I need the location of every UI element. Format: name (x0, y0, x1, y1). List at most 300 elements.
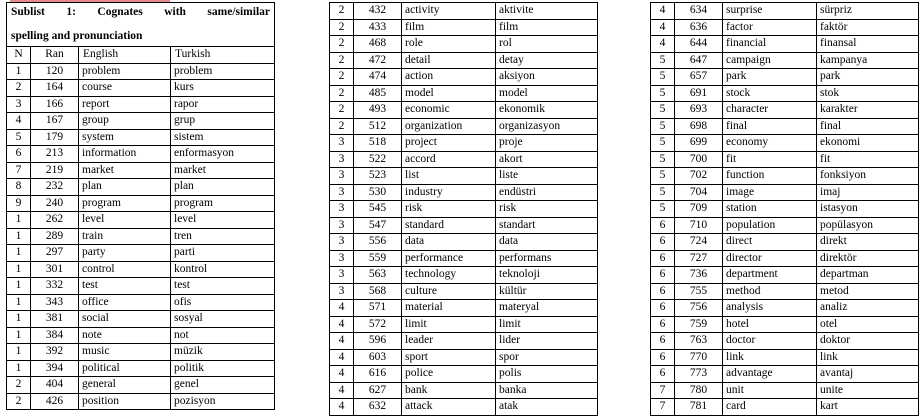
table-row (330, 85, 598, 102)
cell-turkish: endüstri (496, 184, 598, 201)
table-row (7, 294, 275, 311)
cell-n: 7 (651, 399, 675, 416)
cell-english: advantage (723, 366, 817, 383)
cell-english: activity (402, 3, 496, 20)
cell-english: list (402, 168, 496, 185)
cell-rank: 693 (675, 102, 723, 119)
cell-english: leader (402, 333, 496, 350)
cell-english: party (79, 245, 171, 262)
cell-turkish: materyal (496, 300, 598, 317)
cell-turkish: fonksiyon (817, 168, 919, 185)
table-row (7, 162, 275, 179)
cell-rank: 167 (31, 113, 79, 130)
cell-rank: 773 (675, 366, 723, 383)
table-row (7, 311, 275, 328)
table-caption (7, 3, 275, 47)
cell-turkish: finansal (817, 36, 919, 53)
cell-english: train (79, 228, 171, 245)
cell-n: 1 (7, 327, 31, 344)
table-col2 (329, 2, 598, 416)
cell-turkish: lider (496, 333, 598, 350)
cell-n: 1 (7, 311, 31, 328)
cell-rank: 596 (354, 333, 402, 350)
cell-turkish: sürpriz (817, 3, 919, 20)
cell-n: 3 (330, 201, 354, 218)
cell-n: 2 (7, 377, 31, 394)
cell-n: 5 (651, 135, 675, 152)
cell-n: 9 (7, 195, 31, 212)
table-row (330, 201, 598, 218)
cell-turkish: aktivite (496, 3, 598, 20)
cell-turkish: aksiyon (496, 69, 598, 86)
cell-n: 2 (7, 80, 31, 97)
table-row (7, 245, 275, 262)
cell-rank: 572 (354, 316, 402, 333)
cell-turkish: problem (171, 63, 275, 80)
cell-n: 1 (7, 212, 31, 229)
cell-english: park (723, 69, 817, 86)
cell-english: level (79, 212, 171, 229)
cell-n: 3 (330, 234, 354, 251)
table-row (651, 184, 919, 201)
cell-english: music (79, 344, 171, 361)
cell-rank: 392 (31, 344, 79, 361)
cell-turkish: stok (817, 85, 919, 102)
cell-english: surprise (723, 3, 817, 20)
cell-n: 6 (651, 250, 675, 267)
table-row (7, 377, 275, 394)
cell-n: 2 (330, 36, 354, 53)
table-row (330, 151, 598, 168)
table-row (330, 366, 598, 383)
cell-n: 6 (651, 333, 675, 350)
table-row (7, 179, 275, 196)
cell-n: 4 (651, 3, 675, 20)
cell-turkish: risk (496, 201, 598, 218)
cell-english: police (402, 366, 496, 383)
cell-rank: 700 (675, 151, 723, 168)
cell-english: program (79, 195, 171, 212)
cell-turkish: proje (496, 135, 598, 152)
cell-turkish: ekonomi (817, 135, 919, 152)
table-row (7, 96, 275, 113)
cell-english: project (402, 135, 496, 152)
cell-n: 2 (330, 102, 354, 119)
cell-n: 1 (7, 228, 31, 245)
cell-n: 7 (651, 382, 675, 399)
table-row (330, 52, 598, 69)
cell-english: film (402, 19, 496, 36)
cell-n: 3 (7, 96, 31, 113)
cell-rank: 691 (675, 85, 723, 102)
cell-n: 4 (651, 36, 675, 53)
cell-turkish: enformasyon (171, 146, 275, 163)
cell-rank: 404 (31, 377, 79, 394)
cell-english: final (723, 118, 817, 135)
cell-turkish: departman (817, 267, 919, 284)
cell-rank: 709 (675, 201, 723, 218)
table-row (651, 399, 919, 416)
table-row (651, 234, 919, 251)
table-row (651, 118, 919, 135)
table-row (7, 327, 275, 344)
cell-n: 4 (7, 113, 31, 130)
cell-english: director (723, 250, 817, 267)
cell-english: link (723, 349, 817, 366)
cell-english: analysis (723, 300, 817, 317)
cell-english: technology (402, 267, 496, 284)
cell-english: accord (402, 151, 496, 168)
caption-line2: spelling and pronunciation (11, 29, 143, 42)
table-row (651, 349, 919, 366)
cell-n: 5 (651, 168, 675, 185)
table-row (330, 3, 598, 20)
cell-english: sport (402, 349, 496, 366)
table-row (651, 151, 919, 168)
cell-n: 3 (330, 184, 354, 201)
cell-english: doctor (723, 333, 817, 350)
cell-turkish: direkt (817, 234, 919, 251)
cell-n: 4 (330, 366, 354, 383)
cell-turkish: ofis (171, 294, 275, 311)
cell-rank: 523 (354, 168, 402, 185)
cell-english: culture (402, 283, 496, 300)
cell-n: 2 (330, 85, 354, 102)
cell-rank: 301 (31, 261, 79, 278)
table-row (651, 3, 919, 20)
cell-turkish: detay (496, 52, 598, 69)
cell-rank: 179 (31, 129, 79, 146)
cell-rank: 394 (31, 360, 79, 377)
cell-rank: 702 (675, 168, 723, 185)
cell-rank: 781 (675, 399, 723, 416)
cell-rank: 545 (354, 201, 402, 218)
cell-turkish: spor (496, 349, 598, 366)
cell-turkish: level (171, 212, 275, 229)
table-row (330, 283, 598, 300)
table-row (330, 36, 598, 53)
cell-english: economic (402, 102, 496, 119)
cell-english: report (79, 96, 171, 113)
table-row (651, 36, 919, 53)
cell-english: unit (723, 382, 817, 399)
cell-english: course (79, 80, 171, 97)
table-row (651, 283, 919, 300)
table-row (330, 118, 598, 135)
table-row (330, 135, 598, 152)
cell-english: direct (723, 234, 817, 251)
table-row (651, 52, 919, 69)
cell-turkish: kontrol (171, 261, 275, 278)
cell-turkish: otel (817, 316, 919, 333)
cell-n: 5 (651, 69, 675, 86)
cell-english: attack (402, 399, 496, 416)
table-row (7, 113, 275, 130)
cell-rank: 559 (354, 250, 402, 267)
cell-turkish: unite (817, 382, 919, 399)
cell-rank: 627 (354, 382, 402, 399)
cell-n: 6 (651, 316, 675, 333)
cell-rank: 485 (354, 85, 402, 102)
cell-rank: 755 (675, 283, 723, 300)
cell-english: model (402, 85, 496, 102)
cell-n: 5 (651, 118, 675, 135)
cell-n: 5 (7, 129, 31, 146)
caption-word: same/similar (207, 6, 271, 18)
cell-n: 5 (651, 201, 675, 218)
table-row (7, 129, 275, 146)
cell-turkish: faktör (817, 19, 919, 36)
table-row (330, 19, 598, 36)
table-row (330, 184, 598, 201)
cell-english: hotel (723, 316, 817, 333)
cell-n: 2 (330, 19, 354, 36)
cell-rank: 616 (354, 366, 402, 383)
table-row (7, 63, 275, 80)
table-row (330, 234, 598, 251)
cell-turkish: popülasyon (817, 217, 919, 234)
cell-n: 7 (7, 162, 31, 179)
cell-turkish: test (171, 278, 275, 295)
cell-english: economy (723, 135, 817, 152)
cell-turkish: atak (496, 399, 598, 416)
cell-n: 3 (330, 217, 354, 234)
cell-turkish: kampanya (817, 52, 919, 69)
cell-rank: 756 (675, 300, 723, 317)
cell-n: 6 (7, 146, 31, 163)
cell-english: bank (402, 382, 496, 399)
cell-rank: 493 (354, 102, 402, 119)
cell-rank: 699 (675, 135, 723, 152)
caption-word: with (164, 6, 186, 18)
cell-rank: 474 (354, 69, 402, 86)
cell-n: 3 (330, 168, 354, 185)
cell-rank: 166 (31, 96, 79, 113)
cell-turkish: program (171, 195, 275, 212)
cell-n: 6 (651, 283, 675, 300)
cell-turkish: not (171, 327, 275, 344)
cell-rank: 512 (354, 118, 402, 135)
table-row (651, 19, 919, 36)
table-row (330, 382, 598, 399)
cell-english: stock (723, 85, 817, 102)
cell-n: 2 (330, 118, 354, 135)
cell-n: 2 (330, 3, 354, 20)
cell-rank: 343 (31, 294, 79, 311)
cell-english: social (79, 311, 171, 328)
cell-english: card (723, 399, 817, 416)
cell-turkish: istasyon (817, 201, 919, 218)
cell-n: 4 (330, 399, 354, 416)
cell-n: 4 (330, 300, 354, 317)
cell-turkish: data (496, 234, 598, 251)
cell-n: 1 (7, 344, 31, 361)
cell-n: 4 (330, 349, 354, 366)
cell-turkish: doktor (817, 333, 919, 350)
cell-turkish: pozisyon (171, 393, 275, 410)
header-n: N (7, 47, 31, 64)
table-row (651, 300, 919, 317)
caption-word: Sublist (11, 6, 45, 18)
cell-n: 6 (651, 349, 675, 366)
cell-rank: 468 (354, 36, 402, 53)
cell-turkish: organizasyon (496, 118, 598, 135)
table-row (651, 102, 919, 119)
cell-english: control (79, 261, 171, 278)
cell-turkish: park (817, 69, 919, 86)
cell-rank: 710 (675, 217, 723, 234)
cell-n: 5 (651, 151, 675, 168)
cell-turkish: karakter (817, 102, 919, 119)
cell-rank: 563 (354, 267, 402, 284)
header-turkish: Turkish (171, 47, 275, 64)
cell-rank: 698 (675, 118, 723, 135)
cell-english: function (723, 168, 817, 185)
table-row (330, 102, 598, 119)
cell-n: 6 (651, 267, 675, 284)
cell-turkish: metod (817, 283, 919, 300)
cell-rank: 568 (354, 283, 402, 300)
cell-turkish: tren (171, 228, 275, 245)
cell-english: plan (79, 179, 171, 196)
table-row (651, 316, 919, 333)
cell-rank: 432 (354, 3, 402, 20)
cell-english: character (723, 102, 817, 119)
cell-rank: 634 (675, 3, 723, 20)
cell-english: station (723, 201, 817, 218)
table-row (7, 278, 275, 295)
cell-english: test (79, 278, 171, 295)
table-row (651, 267, 919, 284)
header-rank: Ran (31, 47, 79, 64)
cell-turkish: banka (496, 382, 598, 399)
cell-rank: 522 (354, 151, 402, 168)
cell-n: 5 (651, 102, 675, 119)
cell-english: financial (723, 36, 817, 53)
cell-turkish: market (171, 162, 275, 179)
cell-n: 2 (330, 69, 354, 86)
table-row (7, 393, 275, 410)
cell-n: 1 (7, 278, 31, 295)
cell-turkish: link (817, 349, 919, 366)
cell-rank: 232 (31, 179, 79, 196)
cell-turkish: sistem (171, 129, 275, 146)
table-row (651, 69, 919, 86)
cell-english: market (79, 162, 171, 179)
cell-rank: 433 (354, 19, 402, 36)
cell-rank: 297 (31, 245, 79, 262)
cell-n: 4 (330, 382, 354, 399)
table-row (651, 217, 919, 234)
cell-rank: 727 (675, 250, 723, 267)
cell-rank: 426 (31, 393, 79, 410)
cell-turkish: ekonomik (496, 102, 598, 119)
cell-n: 1 (7, 261, 31, 278)
cell-n: 2 (7, 393, 31, 410)
cell-english: campaign (723, 52, 817, 69)
table-row (7, 212, 275, 229)
table-row (7, 80, 275, 97)
table-row (330, 333, 598, 350)
caption-word: 1: (66, 6, 76, 18)
cell-english: system (79, 129, 171, 146)
cell-rank: 530 (354, 184, 402, 201)
table-row (651, 135, 919, 152)
cell-turkish: plan (171, 179, 275, 196)
cell-rank: 120 (31, 63, 79, 80)
cell-turkish: parti (171, 245, 275, 262)
cell-n: 1 (7, 245, 31, 262)
table-row (330, 168, 598, 185)
cell-n: 8 (7, 179, 31, 196)
cell-rank: 472 (354, 52, 402, 69)
cell-rank: 759 (675, 316, 723, 333)
table-row (651, 168, 919, 185)
cell-english: risk (402, 201, 496, 218)
cell-n: 3 (330, 135, 354, 152)
cell-rank: 289 (31, 228, 79, 245)
cell-n: 4 (330, 333, 354, 350)
cell-rank: 657 (675, 69, 723, 86)
cell-turkish: akort (496, 151, 598, 168)
table-row (651, 201, 919, 218)
cell-english: material (402, 300, 496, 317)
table-row (651, 366, 919, 383)
cell-n: 1 (7, 294, 31, 311)
cell-rank: 219 (31, 162, 79, 179)
cell-rank: 632 (354, 399, 402, 416)
table-row (330, 300, 598, 317)
cell-turkish: final (817, 118, 919, 135)
cell-n: 4 (651, 19, 675, 36)
cell-english: note (79, 327, 171, 344)
cell-english: data (402, 234, 496, 251)
cell-rank: 381 (31, 311, 79, 328)
cell-n: 5 (651, 85, 675, 102)
table-row (330, 349, 598, 366)
table-row (7, 344, 275, 361)
cell-turkish: kültür (496, 283, 598, 300)
table-row (330, 399, 598, 416)
cell-english: office (79, 294, 171, 311)
cell-english: image (723, 184, 817, 201)
cell-rank: 780 (675, 382, 723, 399)
cell-turkish: müzik (171, 344, 275, 361)
cell-english: factor (723, 19, 817, 36)
table-row (651, 333, 919, 350)
cell-n: 1 (7, 63, 31, 80)
cell-n: 5 (651, 184, 675, 201)
cell-english: action (402, 69, 496, 86)
cell-n: 3 (330, 267, 354, 284)
cell-rank: 763 (675, 333, 723, 350)
cell-english: industry (402, 184, 496, 201)
cell-n: 3 (330, 250, 354, 267)
table-col3 (650, 2, 919, 416)
caption-word: Cognates (97, 6, 143, 18)
cell-n: 1 (7, 360, 31, 377)
cell-english: political (79, 360, 171, 377)
cell-turkish: rol (496, 36, 598, 53)
cell-rank: 644 (675, 36, 723, 53)
cell-english: organization (402, 118, 496, 135)
header-row (7, 47, 275, 64)
cell-turkish: analiz (817, 300, 919, 317)
cell-english: limit (402, 316, 496, 333)
cell-n: 2 (330, 52, 354, 69)
cell-n: 6 (651, 366, 675, 383)
cell-rank: 518 (354, 135, 402, 152)
